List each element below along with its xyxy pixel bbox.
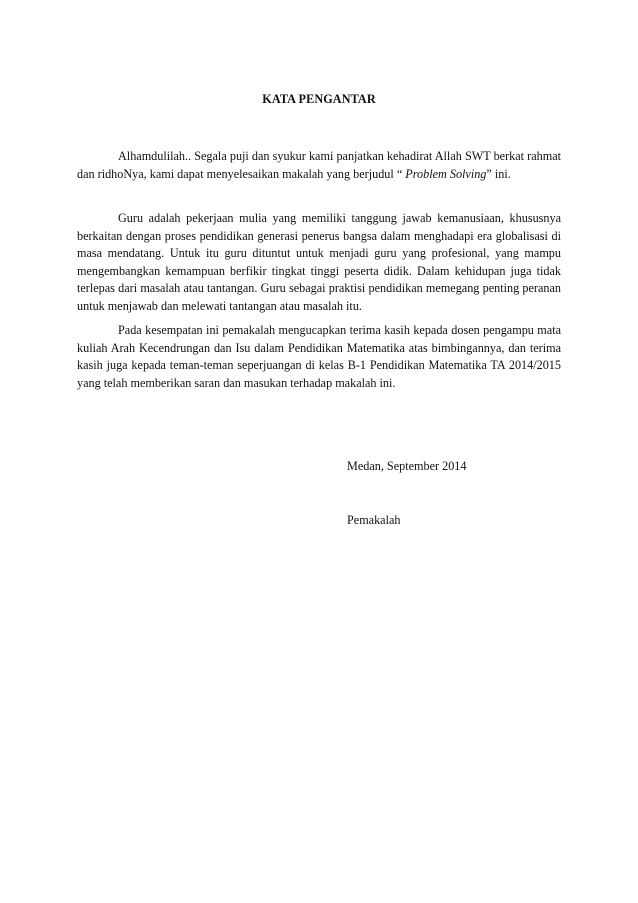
paper-title-italic: Problem Solving <box>405 166 487 181</box>
place-date: Medan, September 2014 <box>347 459 467 473</box>
paragraph-3: Pada kesempatan ini pemakalah mengucapkan terima kasih kepada dosen pengampu mata kuliah Arah Kecendrungan dan Isu dalam Pendidikan Matematika atas bimbingannya, dan terima kasih juga kepada teman-teman seperjuangan di kelas B-1 Pendidikan Matematika TA 2014/2015 yang telah memberikan saran dan masukan terhadap makalah ini. <box>77 323 561 390</box>
author-signoff: Pemakalah <box>347 513 401 527</box>
paragraph-1 <box>77 148 561 183</box>
paragraph-1-text: Alhamdulilah.. Segala puji dan syukur kami panjatkan kehadirat Allah SWT berkat rahmat dan ridhoNya, kami dapat menyelesaikan makalah yang berjudul “ <box>77 149 561 181</box>
paragraph-1-ending: ” ini. <box>486 166 511 181</box>
paragraph-2: Guru adalah pekerjaan mulia yang memiliki tanggung jawab kemanusiaan, khususnya berkaitan dengan proses pendidikan generasi penerus bangsa dalam menghadapi era globalisasi di masa mendatang. Untuk itu guru dituntut untuk menjadi guru yang profesional, yang mampu mengembangkan kemampuan berfikir tingkat tinggi peserta didik. Dalam kehidupan juga tidak terlepas dari masalah atau tantangan. Guru sebagai praktisi pendidikan memegang penting peranan untuk menjawab dan melewati tantangan atau masalah itu. <box>77 211 561 313</box>
page-title: KATA PENGANTAR <box>262 92 376 106</box>
